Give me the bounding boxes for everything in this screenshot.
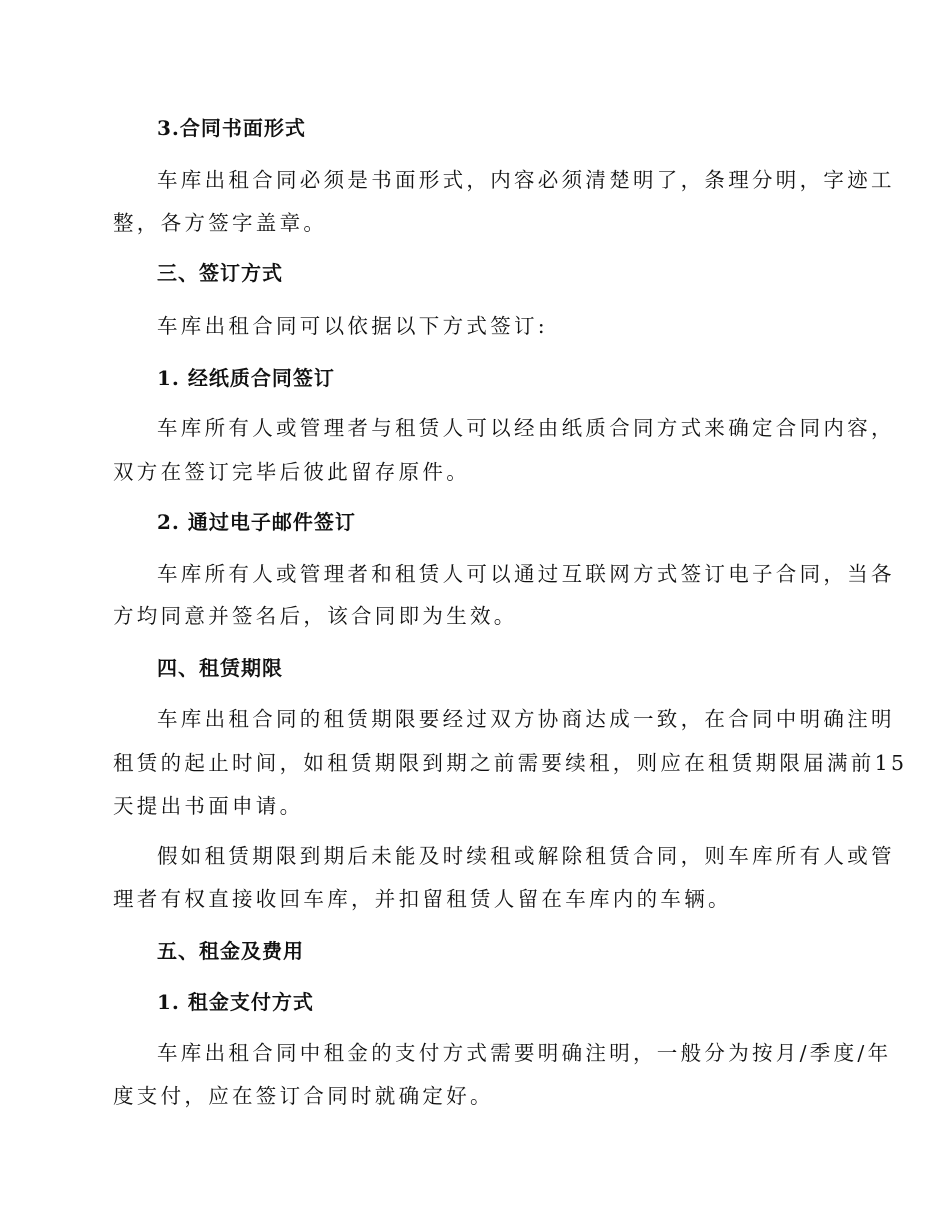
paragraph-line: 车库出租合同的租赁期限要经过双方协商达成一致，在合同中明确注明: [157, 707, 895, 731]
paragraph-line: 假如租赁期限到期后未能及时续租或解除租赁合同，则车库所有人或管: [157, 844, 895, 868]
paragraph-line: 车库出租合同中租金的支付方式需要明确注明，一般分为按月/季度/年: [157, 1041, 892, 1065]
paragraph-line: 方均同意并签名后，该合同即为生效。: [113, 604, 518, 628]
paragraph-line: 度支付，应在签订合同时就确定好。: [113, 1084, 494, 1108]
section-heading-signing-methods: 三、签订方式: [157, 261, 283, 285]
paragraph-line: 车库出租合同必须是书面形式，内容必须清楚明了，条理分明，字迹工: [157, 168, 895, 192]
paragraph-line: 租赁的起止时间，如租赁期限到期之前需要续租，则应在租赁期限届满前15: [113, 751, 908, 775]
paragraph-line: 整，各方签字盖章。: [113, 211, 328, 235]
paragraph-line: 车库所有人或管理者和租赁人可以通过互联网方式签订电子合同，当各: [157, 562, 895, 586]
paragraph-line: 天提出书面申请。: [113, 794, 304, 818]
section-heading-written-form: 3.合同书面形式: [157, 116, 306, 140]
section-heading-lease-term: 四、租赁期限: [157, 656, 283, 680]
paragraph-line: 理者有权直接收回车库，并扣留租赁人留在车库内的车辆。: [113, 887, 732, 911]
subheading-rent-payment-method: 1. 租金支付方式: [157, 990, 314, 1014]
paragraph-line: 车库所有人或管理者与租赁人可以经由纸质合同方式来确定合同内容，: [157, 416, 895, 440]
subheading-email-signing: 2. 通过电子邮件签订: [157, 510, 356, 534]
paragraph-line: 车库出租合同可以依据以下方式签订:: [157, 314, 549, 338]
section-heading-rent-and-fees: 五、租金及费用: [157, 939, 304, 963]
subheading-paper-contract: 1. 经纸质合同签订: [157, 366, 335, 390]
paragraph-line: 双方在签订完毕后彼此留存原件。: [113, 460, 470, 484]
